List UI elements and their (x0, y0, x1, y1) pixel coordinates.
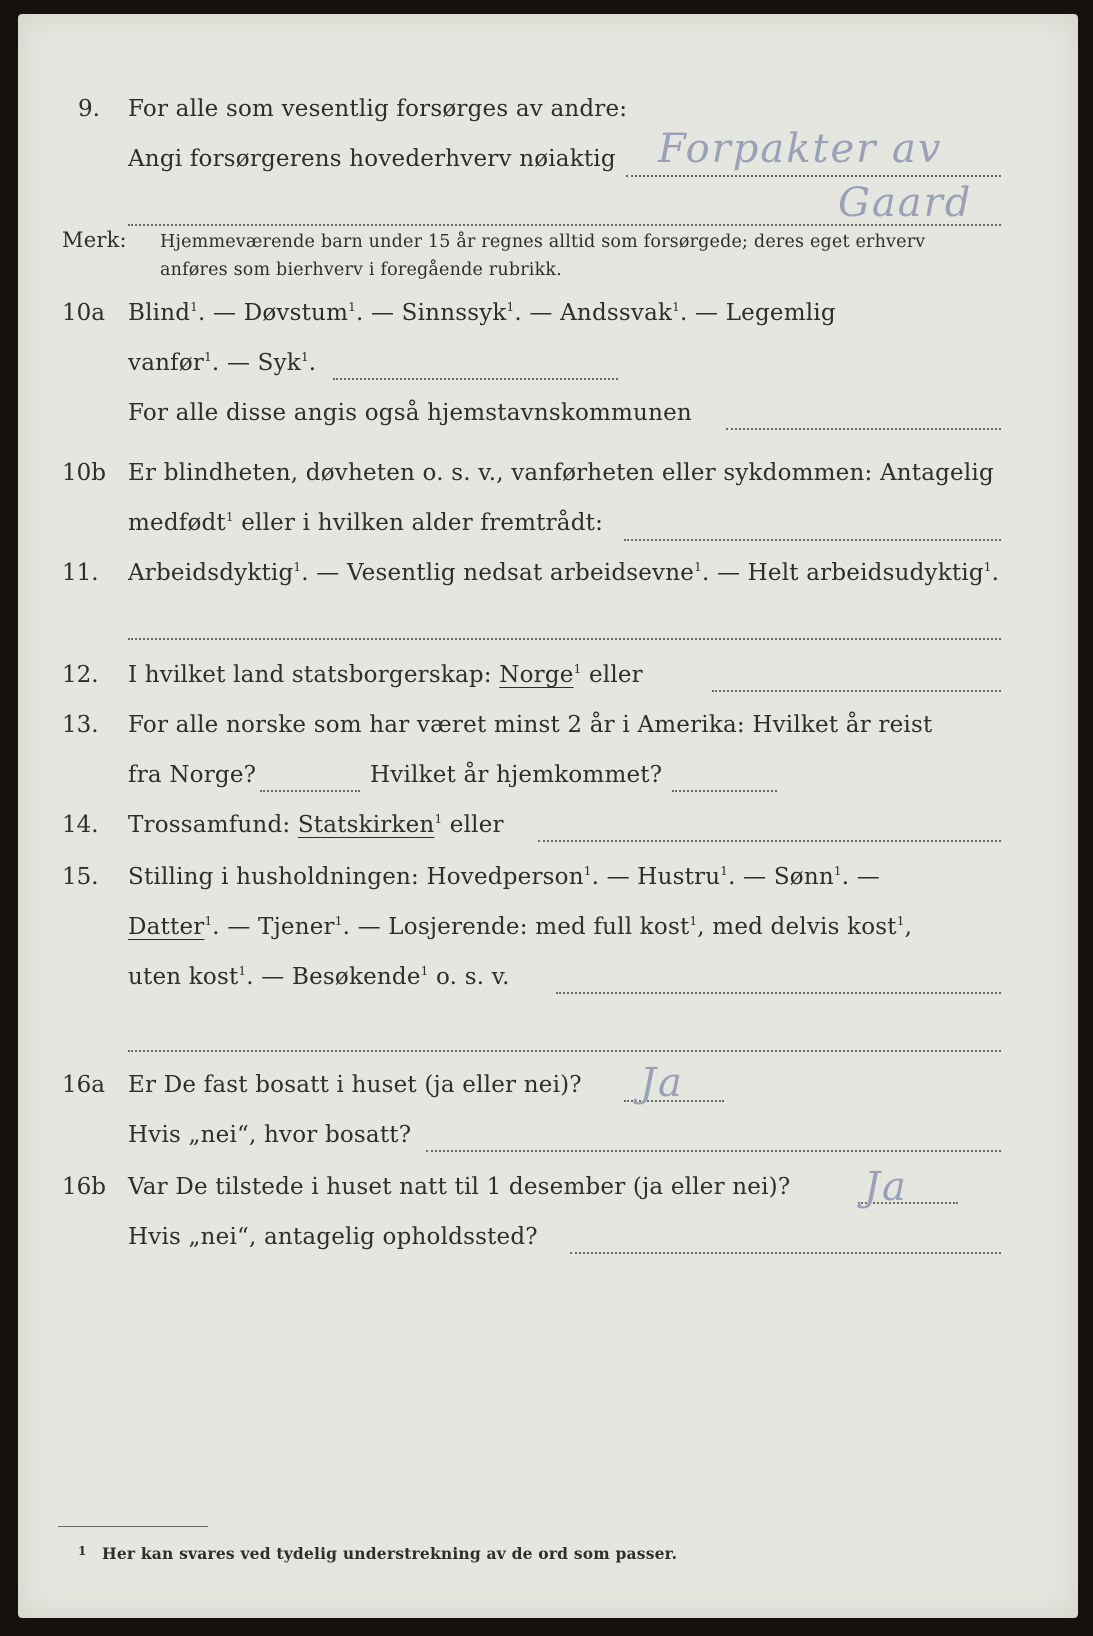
q11-line1: Arbeidsdyktig$^1$. — Vesentlig nedsat arbeidsevne$^1$. — Helt arbeidsudyktig$^1$. (128, 560, 1000, 586)
q16a-bosatt-line (426, 1150, 1001, 1152)
q15-number: 15. (62, 864, 99, 890)
merk-label: Merk: (62, 228, 127, 252)
option-arbeidsdyktig[interactable]: Arbeidsdyktig (128, 560, 294, 586)
footnote-divider (58, 1526, 208, 1527)
q13-hjemkommet-line (672, 790, 777, 792)
q16b-line1: Var De tilstede i huset natt til 1 desember (ja eller nei)? (128, 1174, 791, 1200)
option-andssvak[interactable]: . — Andssvak (514, 300, 673, 326)
q12-answer-line (712, 690, 1001, 692)
q13-number: 13. (62, 712, 99, 738)
merk-line2: anføres som bierhverv i foregående rubrikk. (160, 260, 562, 280)
option-sinnssyk[interactable]: . — Sinnssyk (355, 300, 507, 326)
q13-line2a: fra Norge? (128, 762, 257, 788)
q9-line1: For alle som vesentlig forsørges av andre: (128, 96, 628, 122)
q11-answer-line (128, 638, 1001, 640)
q15-answer-line2 (128, 1050, 1001, 1052)
q16a-number: 16a (62, 1072, 105, 1098)
q10a-number: 10a (62, 300, 105, 326)
q13-line2b: Hvilket år hjemkommet? (370, 762, 663, 788)
q10a-line2: vanfør$^1$. — Syk$^1$. (128, 350, 317, 376)
option-norge[interactable]: Norge (499, 662, 574, 688)
q13-line1: For alle norske som har været minst 2 år i Amerika: Hvilket år reist (128, 712, 933, 738)
q10a-line3: For alle disse angis også hjemstavnskommunen (128, 400, 692, 426)
q9-line2: Angi forsørgerens hovederhverv nøiaktig (128, 146, 616, 172)
q15-line1: Stilling i husholdningen: Hovedperson$^1$. — Hustru$^1$. — Sønn$^1$. — (128, 864, 880, 890)
option-datter[interactable]: Datter (128, 914, 205, 940)
q10b-alder-line (624, 539, 1001, 541)
option-statskirken[interactable]: Statskirken (297, 812, 435, 838)
footnote-mark: 1 (78, 1544, 87, 1558)
option-vanfor[interactable]: vanfør (128, 350, 205, 376)
q16a-handwritten-answer: Ja (640, 1060, 684, 1106)
q16b-opholdssted-line (570, 1252, 1001, 1254)
q12-number: 12. (62, 662, 99, 688)
footnote-text: Her kan svares ved tydelig understrekning av de ord som passer. (102, 1544, 678, 1563)
q10b-line2: medfødt$^1$ eller i hvilken alder fremtrådt: (128, 510, 604, 536)
option-nedsat[interactable]: . — Vesentlig nedsat arbeidsevne (301, 560, 695, 586)
q16b-line2: Hvis „nei“, antagelig opholdssted? (128, 1224, 538, 1250)
q14-answer-line (538, 840, 1001, 842)
option-syk[interactable]: . — Syk (211, 350, 301, 376)
q14-line1: Trossamfund: Statskirken$^1$ eller (128, 812, 504, 838)
q15-answer-line (556, 992, 1001, 994)
option-medfodt[interactable]: medfødt (128, 510, 226, 536)
q9-answer-line (626, 175, 1001, 177)
merk-line1: Hjemmeværende barn under 15 år regnes alltid som forsørgede; deres eget erhverv (160, 232, 926, 252)
q11-number: 11. (62, 560, 99, 586)
q9-handwritten-answer2: Gaard (838, 180, 973, 226)
q10a-syk-line (333, 378, 618, 380)
q9-handwritten-answer1: Forpakter av (658, 126, 943, 172)
q10a-hjemstavn-line (726, 428, 1001, 430)
q12-line1: I hvilket land statsborgerskap: Norge$^1$ eller (128, 662, 643, 688)
q16a-line2: Hvis „nei“, hvor bosatt? (128, 1122, 412, 1148)
q16a-line1: Er De fast bosatt i huset (ja eller nei)? (128, 1072, 582, 1098)
census-form-page (18, 14, 1078, 1618)
q14-number: 14. (62, 812, 99, 838)
option-legemlig[interactable]: . — Legemlig (679, 300, 836, 326)
q10b-line1: Er blindheten, døvheten o. s. v., vanførheten eller sykdommen: Antagelig (128, 460, 994, 486)
q10a-line1: Blind$^1$. — Døvstum$^1$. — Sinnssyk$^1$. — Andssvak$^1$. — Legemlig (128, 300, 836, 326)
option-arbeidsudyktig[interactable]: . — Helt arbeidsudyktig (701, 560, 984, 586)
q10b-number: 10b (62, 460, 106, 486)
q15-line2: Datter$^1$. — Tjener$^1$. — Losjerende: med full kost$^1$, med delvis kost$^1$, (128, 914, 913, 940)
q16b-handwritten-answer: Ja (864, 1164, 908, 1210)
q9-number: 9. (78, 96, 100, 122)
option-dovstum[interactable]: . — Døvstum (198, 300, 349, 326)
q16b-number: 16b (62, 1174, 106, 1200)
q15-line3: uten kost$^1$. — Besøkende$^1$ o. s. v. (128, 964, 510, 990)
option-blind[interactable]: Blind (128, 300, 191, 326)
q13-reist-line (260, 790, 360, 792)
